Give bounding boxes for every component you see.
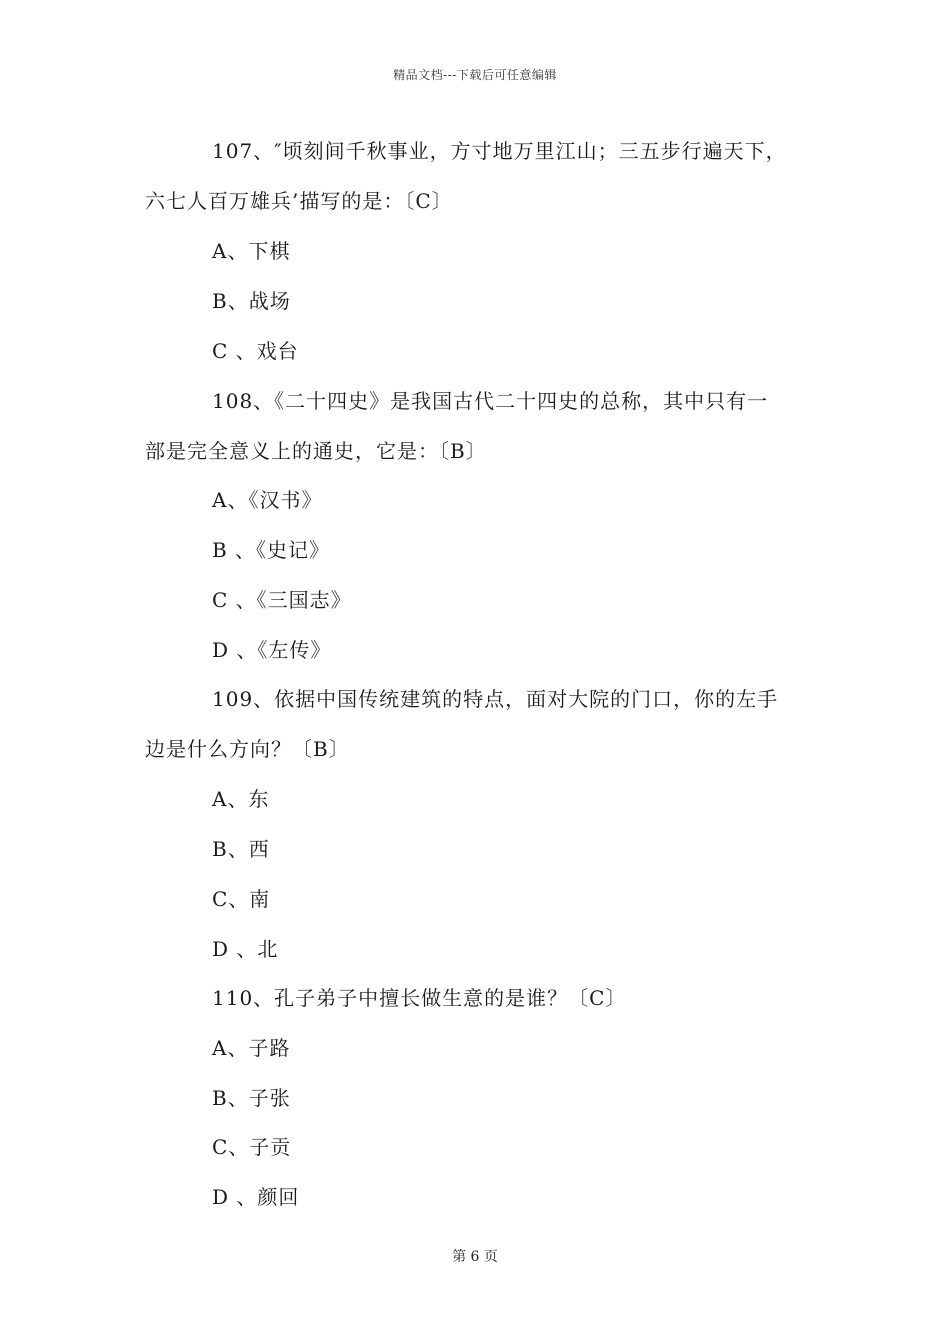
question-108-option-d: D 、《左传》: [212, 638, 332, 662]
question-109-option-b: B、西: [212, 837, 270, 861]
page-header: 精品文档---下载后可任意编辑: [393, 68, 557, 82]
question-109-option-d: D 、北: [212, 937, 279, 961]
question-109-line2: 边是什么方向？〔B〕: [145, 737, 350, 761]
question-107-line1: 107、″顷刻间千秋事业，方寸地万里江山；三五步行遍天下，: [212, 139, 787, 163]
question-108-line1: 108、《二十四史》是我国古代二十四史的总称，其中只有一: [212, 389, 769, 413]
question-107-option-c: C 、戏台: [212, 339, 299, 363]
question-109-option-c: C、南: [212, 887, 271, 911]
question-109-option-a: A、东: [212, 787, 270, 811]
question-110-option-a: A、子路: [212, 1036, 291, 1060]
question-110-option-c: C、子贡: [212, 1135, 292, 1159]
question-110-line1: 110、孔子弟子中擅长做生意的是谁？〔C〕: [212, 986, 627, 1010]
question-109-line1: 109、依据中国传统建筑的特点，面对大院的门口，你的左手: [212, 687, 779, 711]
page-number: 第 6 页: [452, 1249, 498, 1265]
question-108-option-c: C 、《三国志》: [212, 588, 352, 612]
question-110-option-d: D 、颜回: [212, 1185, 300, 1209]
question-107-option-b: B、战场: [212, 289, 291, 313]
question-108-option-a: A、《汉书》: [212, 488, 323, 512]
question-110-option-b: B、子张: [212, 1086, 291, 1110]
question-107-option-a: A、下棋: [212, 239, 291, 263]
question-108-line2: 部是完全意义上的通史，它是：〔B〕: [145, 439, 487, 463]
question-107-line2: 六七人百万雄兵’描写的是：〔C〕: [145, 189, 453, 213]
question-108-option-b: B 、《史记》: [212, 538, 331, 562]
